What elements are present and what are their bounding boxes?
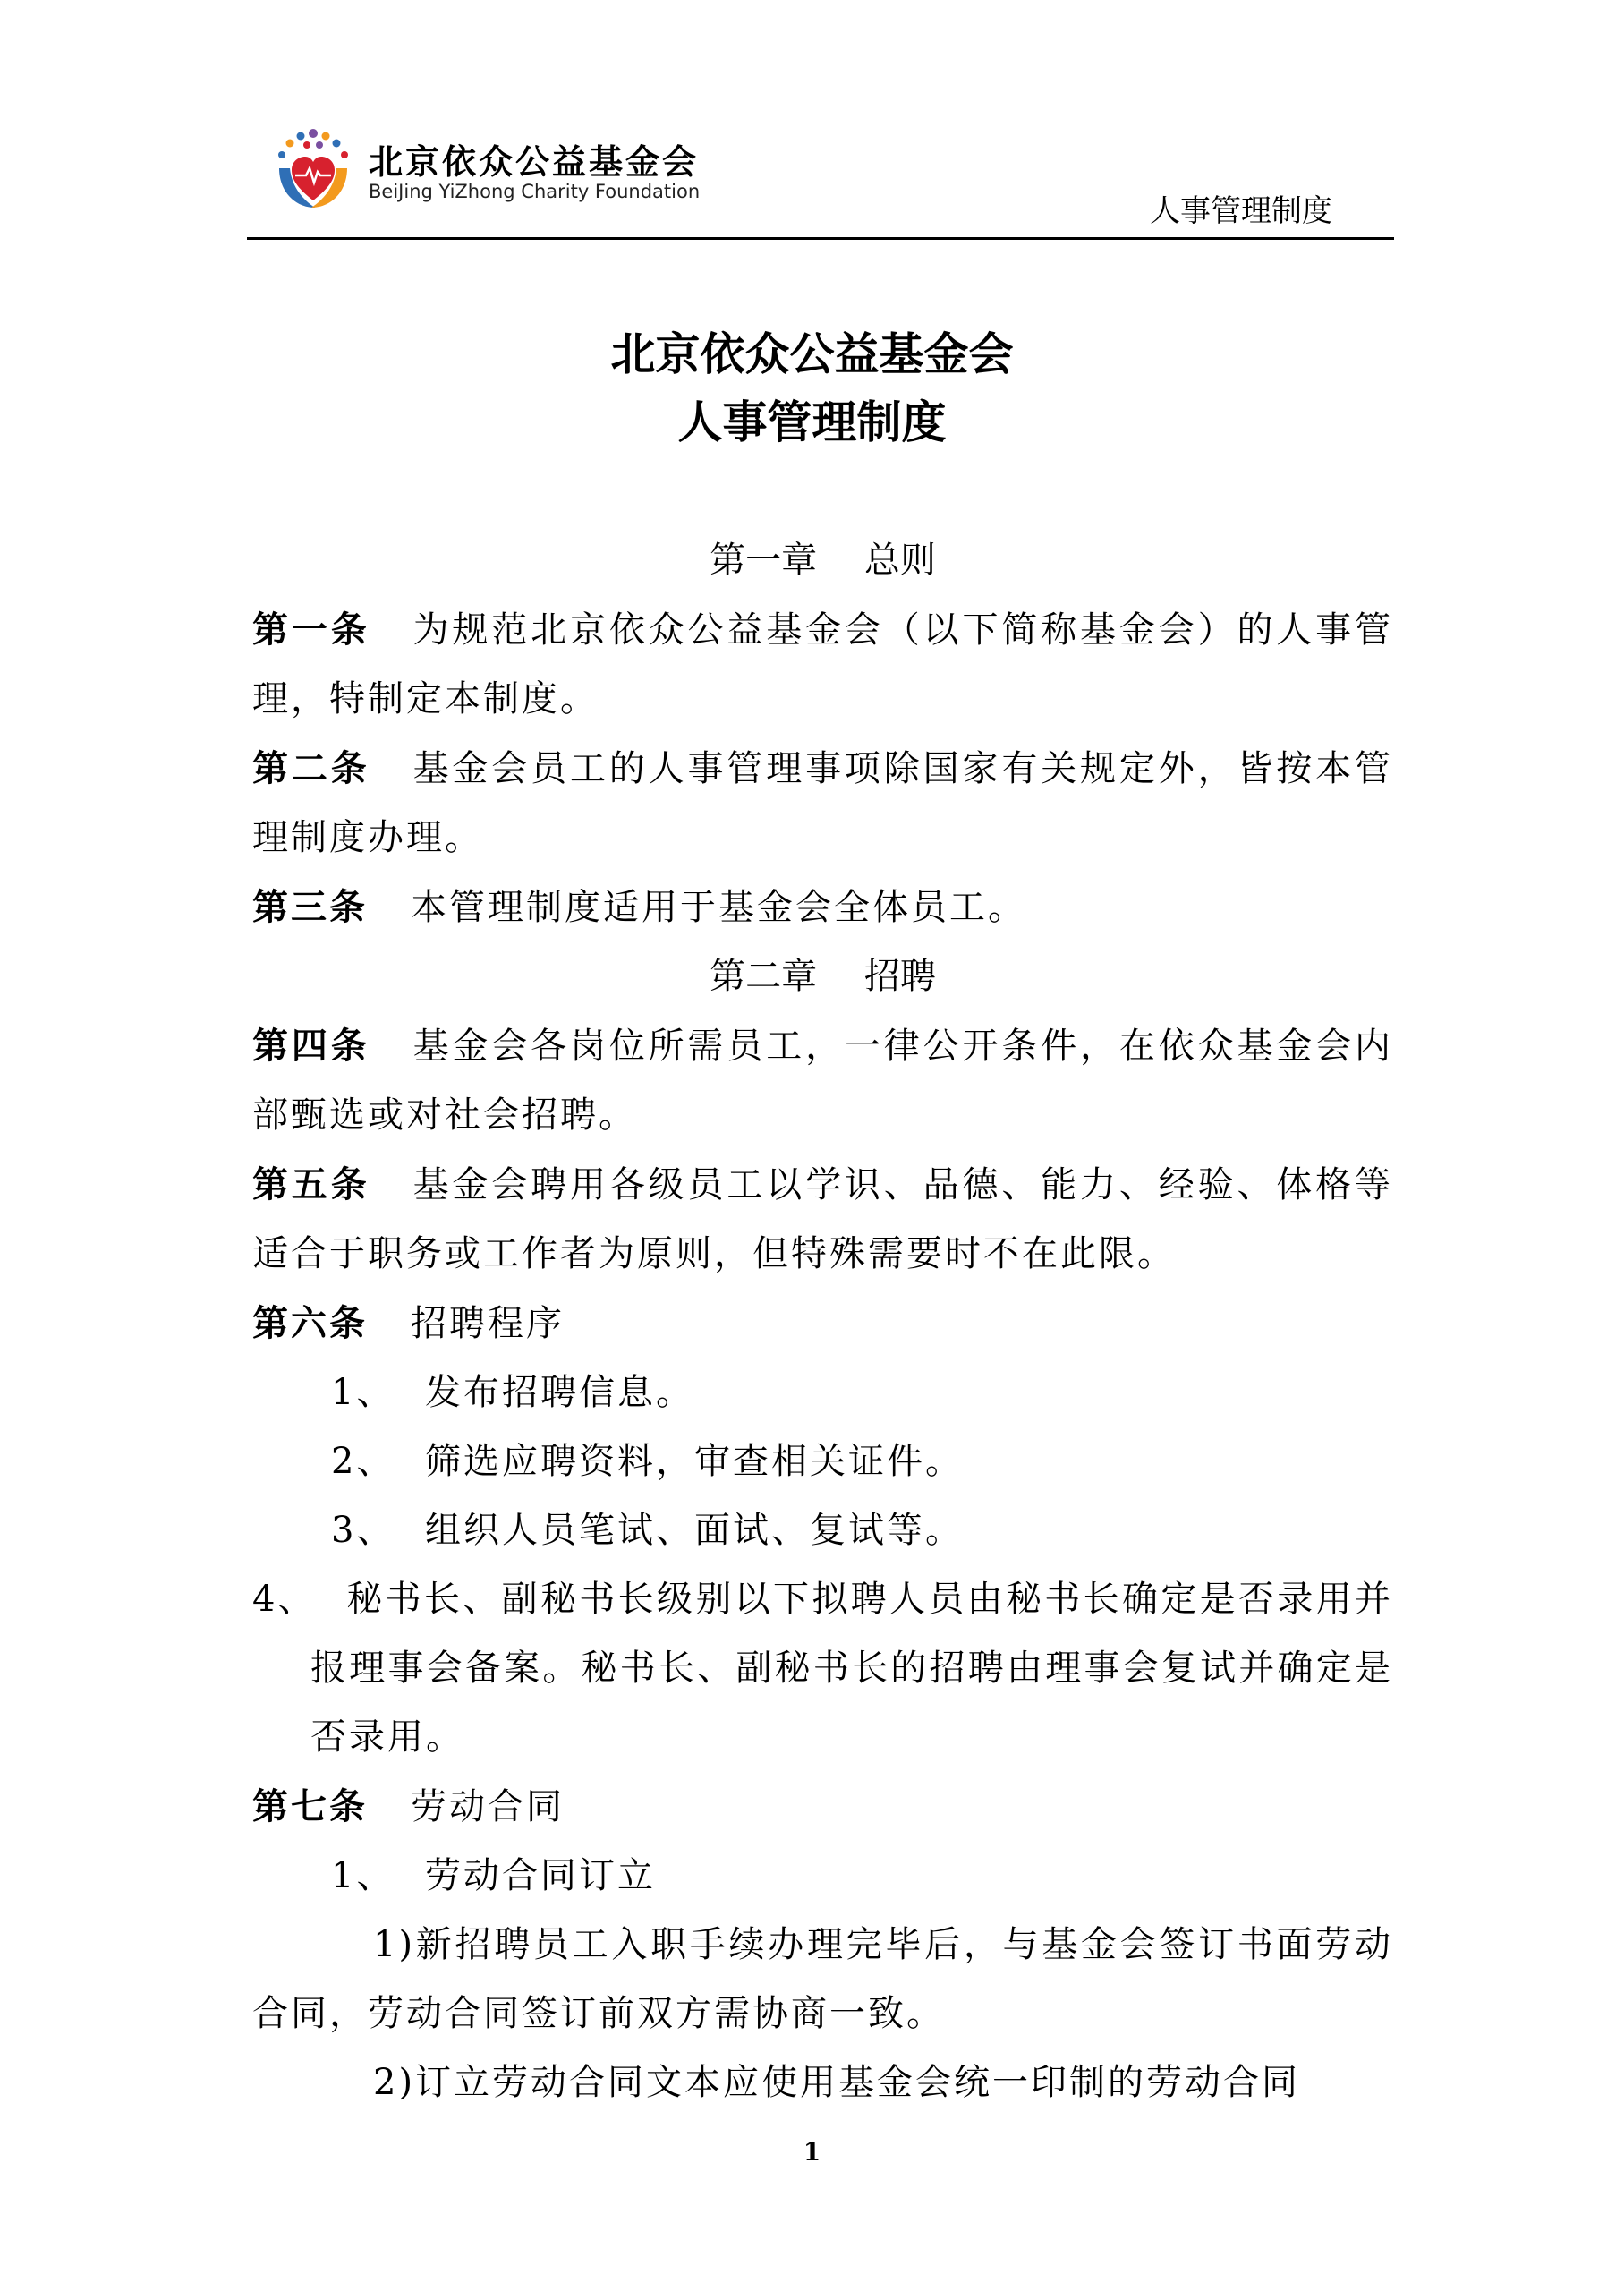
header-doc-label: 人事管理制度 — [1150, 193, 1332, 229]
list-item-index: 3、 — [331, 1510, 395, 1551]
article-number: 第三条 — [252, 886, 368, 928]
list-item-text: 筛选应聘资料，审查相关证件。 — [425, 1441, 964, 1482]
article-7 — [252, 1772, 1393, 1842]
article-text: 本管理制度适用于基金会全体员工。 — [411, 887, 1026, 928]
list-item — [252, 1496, 1393, 1565]
document-title-line2: 人事管理制度 — [677, 396, 947, 448]
list-item-index: 1、 — [331, 1855, 395, 1896]
document-title-line1: 北京依众公益基金会 — [610, 328, 1014, 380]
sub-item-2: 2)订立劳动合同文本应使用基金会统一印制的劳动合同 — [373, 2062, 1301, 2103]
logo-chinese-name: 北京依众公益基金会 — [369, 142, 700, 182]
article-text: 为规范北京依众公益基金会（以下简称基金会）的人事管理，特制定本制度。 — [252, 609, 1394, 720]
chapter-heading-1: 第一章 总则 — [710, 540, 936, 581]
logo-english-name: BeiJing YiZhong Charity Foundation — [369, 181, 701, 202]
article-3 — [252, 873, 1393, 942]
list-item-index: 2、 — [331, 1441, 395, 1482]
foundation-logo — [268, 125, 707, 215]
list-item-text: 秘书长、副秘书长级别以下拟聘人员由秘书长确定是否录用并报理事会备案。秘书长、副秘书长的招聘由理事会复试并确定是否录用。 — [310, 1579, 1393, 1758]
article-6 — [252, 1289, 1393, 1358]
page-number: 1 — [803, 2137, 821, 2167]
article-text: 基金会员工的人事管理事项除国家有关规定外，皆按本管理制度办理。 — [252, 748, 1394, 858]
list-item-index: 4、 — [252, 1579, 317, 1620]
article-text: 基金会聘用各级员工以学识、品德、能力、经验、体格等适合于职务或工作者为原则，但特殊需要时不在此限。 — [252, 1164, 1394, 1274]
article-number: 第六条 — [252, 1302, 368, 1344]
list-item-text: 发布招聘信息。 — [425, 1372, 694, 1413]
list-item — [252, 1842, 1393, 1911]
list-item — [252, 1565, 1393, 1772]
chapter-heading-2: 第二章 招聘 — [710, 956, 936, 997]
document-body — [252, 526, 1393, 2117]
list-item-text: 劳动合同订立 — [425, 1855, 656, 1896]
sub-item-1: 1)新招聘员工入职手续办理完毕后，与基金会签订书面劳动合同，劳动合同签订前双方需协商一致。 — [252, 1924, 1393, 2034]
article-number: 第五条 — [252, 1163, 370, 1205]
list-item — [252, 1427, 1393, 1496]
foundation-logo-icon — [268, 125, 358, 215]
article-number: 第一条 — [252, 609, 370, 651]
article-number: 第七条 — [252, 1785, 368, 1827]
list-item-text: 组织人员笔试、面试、复试等。 — [425, 1510, 964, 1551]
article-4 — [252, 1011, 1393, 1150]
article-5 — [252, 1150, 1393, 1289]
article-number: 第二条 — [252, 747, 370, 789]
article-1 — [252, 595, 1393, 734]
article-text: 基金会各岗位所需员工，一律公开条件，在依众基金会内部甄选或对社会招聘。 — [252, 1026, 1394, 1136]
article-number: 第四条 — [252, 1025, 370, 1067]
article-2 — [252, 734, 1393, 873]
article-text: 招聘程序 — [411, 1303, 565, 1344]
header-divider — [247, 237, 1394, 240]
list-item-index: 1、 — [331, 1372, 395, 1413]
list-item — [252, 1358, 1393, 1427]
article-text: 劳动合同 — [411, 1786, 565, 1827]
